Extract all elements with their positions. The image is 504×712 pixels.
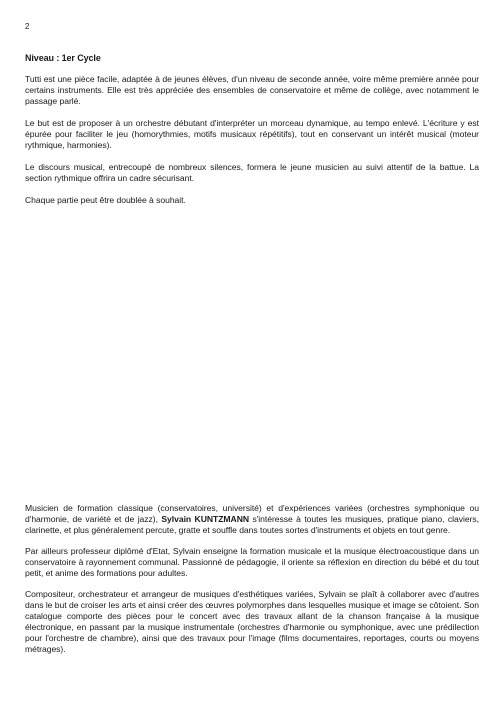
intro-paragraph-4: Chaque partie peut être doublée à souhait. [25,195,186,205]
intro-paragraph-3: Le discours musical, entrecoupé de nombreux silences, formera le jeune musicien au suivi attentif de la battue. La section rythmique offrira un cadre sécurisant. [25,162,479,183]
intro-paragraph-1: Tutti est une pièce facile, adaptée à de jeunes élèves, d'un niveau de seconde année, voire même première année pour certains instruments. Elle est très appréciée des ensembles de conservatoire et même de collège, avec notamment le passage parlé. [25,74,479,106]
composer-name: Sylvain KUNTZMANN [161,514,250,524]
bio-paragraph-1 [25,503,479,536]
page-number: 2 [25,22,30,31]
intro-paragraph-2: Le but est de proposer à un orchestre débutant d'interpréter un morceau dynamique, au tempo enlevé. L'écriture y est épurée pour faciliter le jeu (homorythmies, motifs musicaux répétitifs), tout en conservant un intérêt musical (moteur rythmique, harmonies). [25,118,479,150]
bio-text-end: s'intéresse à toutes les musiques, pratique piano, claviers, clarinette, et plus généralement percute, gratte et souffle dans toutes sortes d'instruments et objets en tout genre. [25,514,479,535]
bio-text-start: Musicien de formation classique (conservatoires, université) et d'expériences variées (orchestres symphonique ou d'harmonie, de variété et de jazz), [25,503,479,524]
biography-section [25,503,479,665]
intro-section [25,52,479,217]
bio-paragraph-3: Compositeur, orchestrateur et arrangeur de musiques d'esthétiques variées, Sylvain se plaît à collaborer avec d'autres dans le but de croiser les arts et ainsi créer des œuvres polymorphes dans lesquelles musique et image se côtoient. Son catalogue comporte des pièces pour le concert avec des travaux allant de la chanson française à la musique électronique, en passant par la musique instrumentale (orchestres d'harmonie ou symphonique, avec une prédilection pour l'orchestre de chambre), ainsi que des travaux pour l'image (films documentaires, reportages, courts ou moyens métrages). [25,589,479,654]
bio-paragraph-2: Par ailleurs professeur diplômé d'Etat, Sylvain enseigne la formation musicale et la musique électroacoustique dans un conservatoire à rayonnement communal. Passionné de pédagogie, il oriente sa réflexion en direction du bébé et du tout petit, et anime des formations pour adultes. [25,546,479,578]
level-heading: Niveau : 1er Cycle [25,53,101,63]
